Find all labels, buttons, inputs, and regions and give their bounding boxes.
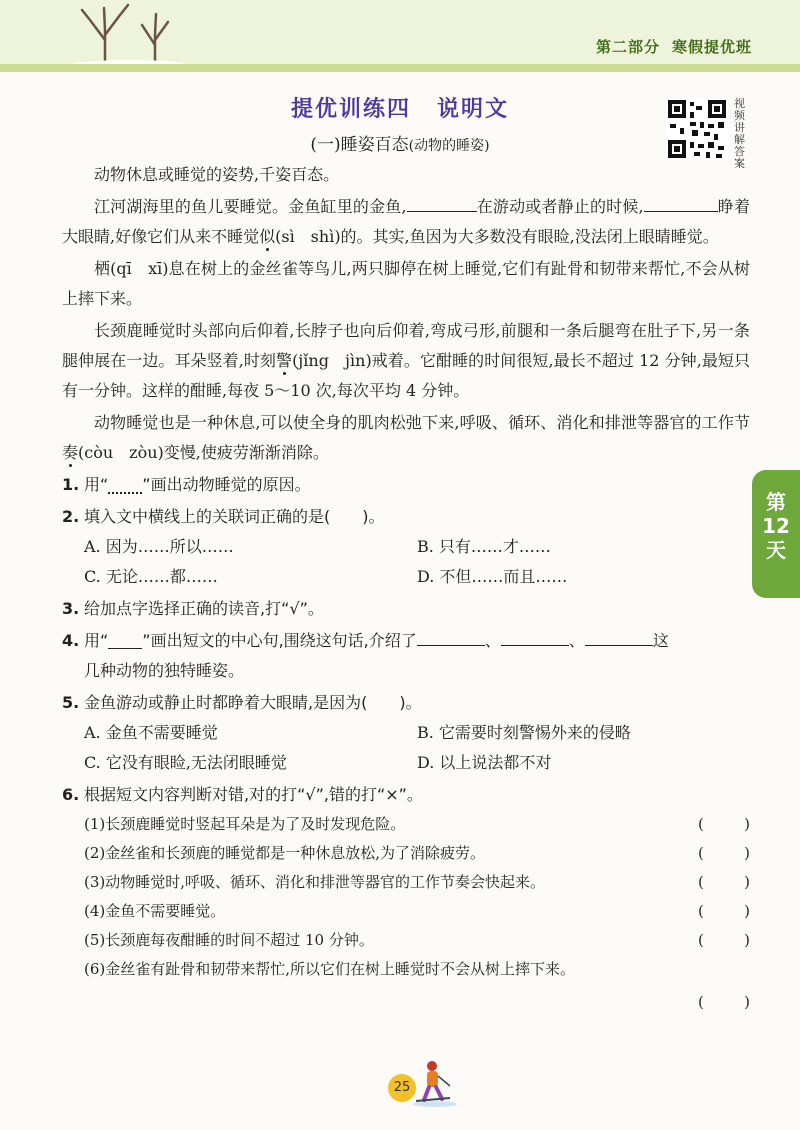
paren-close: )	[744, 931, 750, 949]
paren-close: )	[744, 993, 750, 1011]
skier-icon	[410, 1058, 460, 1108]
q5-options-row-1	[84, 718, 750, 748]
question-3	[62, 594, 750, 624]
judgment-item	[84, 897, 750, 926]
page-number: 25	[388, 1074, 416, 1102]
paren-open: (	[698, 873, 704, 891]
paren-close: )	[744, 902, 750, 920]
judgment-text: (6)金丝雀有趾骨和韧带来帮忙,所以它们在树上睡觉时不会从树上摔下来。	[84, 960, 576, 978]
question-number: 2.	[62, 507, 80, 526]
part-label: 第二部分	[595, 38, 660, 56]
q3-text: 给加点字选择正确的读音,打“√”。	[84, 599, 324, 618]
question-number: 3.	[62, 599, 80, 618]
qr-code-icon[interactable]	[666, 98, 728, 160]
header-stripe	[0, 64, 800, 72]
side-tab-suffix: 天	[766, 538, 786, 562]
q2-option-c[interactable]: C. 无论……都……	[84, 567, 218, 586]
paren-open: (	[698, 815, 704, 833]
judgment-item	[84, 839, 750, 868]
judgment-item	[84, 810, 750, 839]
q1-text-a: 用“	[84, 475, 109, 494]
q5-option-b[interactable]: B. 它需要时刻警惕外来的侵略	[417, 723, 631, 742]
q2-options-row-1	[84, 532, 750, 562]
passage-paragraph-3: 栖(qī xī)息在树上的金丝雀等鸟儿,两只脚停在树上睡觉,它们有趾骨和韧带来帮忙,不会从树上摔下来。	[62, 259, 750, 308]
q6-text: 根据短文内容判断对错,对的打“√”,错的打“×”。	[84, 785, 423, 804]
question-number: 4.	[62, 631, 80, 650]
header-bar	[0, 0, 800, 72]
q5-text: 金鱼游动或静止时都睁着大眼睛,是因为( )。	[84, 693, 422, 712]
judgment-item	[84, 926, 750, 955]
q4-separator: 、	[484, 631, 501, 650]
paren-close: )	[744, 815, 750, 833]
passage-paragraph-5	[62, 408, 750, 468]
p2-text-a: 江河湖海里的鱼儿要睡觉。金鱼缸里的金鱼,	[94, 197, 407, 216]
q2-option-a[interactable]: A. 因为……所以……	[84, 537, 234, 556]
passage-paragraph-2	[62, 192, 750, 252]
q4-answer-blank-1[interactable]	[417, 627, 485, 646]
conjunction-blank-2[interactable]	[644, 193, 718, 212]
q2-option-d[interactable]: D. 不但……而且……	[417, 567, 568, 586]
judgment-item	[84, 955, 750, 984]
snowy-tree-illustration	[60, 0, 190, 70]
p2-text-b: 在游动或者静止的时候,	[476, 197, 644, 216]
answer-parentheses[interactable]	[698, 868, 750, 897]
q4-text-a: 用“	[84, 631, 109, 650]
judgment-item-6-answer	[84, 988, 750, 1017]
paren-open: (	[698, 844, 704, 862]
title-type: 说明文	[437, 97, 510, 122]
dotted-char-si: 似	[259, 227, 276, 246]
judgment-item	[84, 868, 750, 897]
q5-option-c[interactable]: C. 它没有眼睑,无法闭眼睡觉	[84, 753, 287, 772]
judgment-text: (1)长颈鹿睡觉时竖起耳朵是为了及时发现危险。	[84, 815, 406, 833]
passage-paragraph-4	[62, 316, 750, 406]
q2-option-b[interactable]: B. 只有……才……	[417, 537, 551, 556]
q2-text: 填入文中横线上的关联词正确的是( )。	[84, 507, 385, 526]
q5-option-a[interactable]: A. 金鱼不需要睡觉	[84, 723, 218, 742]
question-5	[62, 688, 750, 718]
qr-caption: 视频讲解答案	[734, 97, 745, 170]
dotted-char-zou: 奏	[62, 443, 79, 462]
p5-text-c: (còu zòu)变慢,使疲劳渐渐消除。	[78, 443, 329, 462]
q1-text-b: ”画出动物睡觉的原因。	[142, 475, 311, 494]
paren-close: )	[744, 873, 750, 891]
p2-text-c: 睁着大眼睛,好像它们从来不睡觉	[62, 197, 750, 246]
answer-parentheses[interactable]	[698, 810, 750, 839]
q5-options-row-2	[84, 748, 750, 778]
straight-underline-mark	[108, 634, 142, 649]
side-tab-prefix: 第	[766, 490, 786, 514]
paren-open: (	[698, 902, 704, 920]
answer-parentheses[interactable]	[698, 839, 750, 868]
p5-text-a: 动物睡觉也是一种休息,可以使全身的肌肉松弛下来,呼吸、循环、消化和排泄等器官的工作节	[94, 413, 750, 432]
q2-options-row-2	[84, 562, 750, 592]
passage-paragraph-1: 动物休息或睡觉的姿势,千姿百态。	[94, 165, 340, 184]
question-number: 1.	[62, 475, 80, 494]
content	[62, 160, 750, 1017]
side-tab-number: 12	[762, 514, 790, 538]
judgment-text: (3)动物睡觉时,呼吸、循环、消化和排泄等器官的工作节奏会快起来。	[84, 873, 546, 891]
judgment-text: (5)长颈鹿每夜酣睡的时间不超过 10 分钟。	[84, 931, 374, 949]
subtitle-main: (一)睡姿百态	[310, 135, 409, 155]
question-2	[62, 502, 750, 532]
question-6	[62, 780, 750, 810]
title-main: 提优训练四	[290, 97, 411, 122]
p4-text-a: 长颈鹿睡觉时头部向后仰着,长脖子也向后仰着,弯成弓形,前腿和一条后腿弯在肚子下,另一条腿伸展在一边。耳朵竖着,时刻	[62, 321, 750, 370]
question-number: 5.	[62, 693, 80, 712]
subtitle-small: (动物的睡姿)	[408, 138, 490, 154]
q4-answer-blank-3[interactable]	[585, 627, 653, 646]
question-4	[62, 626, 750, 656]
answer-parentheses[interactable]	[698, 897, 750, 926]
section-name: 寒假提优班	[671, 38, 752, 56]
question-number: 6.	[62, 785, 80, 804]
day-side-tab	[752, 470, 800, 598]
paren-close: )	[744, 844, 750, 862]
p2-text-e: (sì shì)的。其实,鱼因为大多数没有眼睑,没法闭上眼睛睡觉。	[275, 227, 719, 246]
q4-text-c: 这	[652, 631, 669, 650]
question-1	[62, 470, 750, 500]
q4-text-b: ”画出短文的中心句,围绕这句话,介绍了	[142, 631, 417, 650]
dotted-char-jing: 警	[275, 351, 293, 370]
q4-continuation: 几种动物的独特睡姿。	[84, 661, 245, 680]
q5-option-d[interactable]: D. 以上说法都不对	[417, 753, 552, 772]
q4-answer-blank-2[interactable]	[501, 627, 569, 646]
conjunction-blank-1[interactable]	[407, 193, 477, 212]
wavy-underline-mark	[108, 478, 142, 494]
paren-open: (	[698, 931, 704, 949]
section-label	[596, 36, 752, 57]
p4-text-c: (jǐng jìn)戒着。它酣睡的时间很短,最长不超过 12 分钟,最短只有一分钟。这样的酣睡,每夜 5～10 次,每次平均 4 分钟。	[62, 351, 750, 400]
q4-separator: 、	[568, 631, 585, 650]
paren-open: (	[698, 993, 704, 1011]
judgment-text: (2)金丝雀和长颈鹿的睡觉都是一种休息放松,为了消除疲劳。	[84, 844, 486, 862]
answer-parentheses[interactable]	[698, 988, 750, 1017]
judgment-text: (4)金鱼不需要睡觉。	[84, 902, 226, 920]
answer-parentheses[interactable]	[698, 926, 750, 955]
